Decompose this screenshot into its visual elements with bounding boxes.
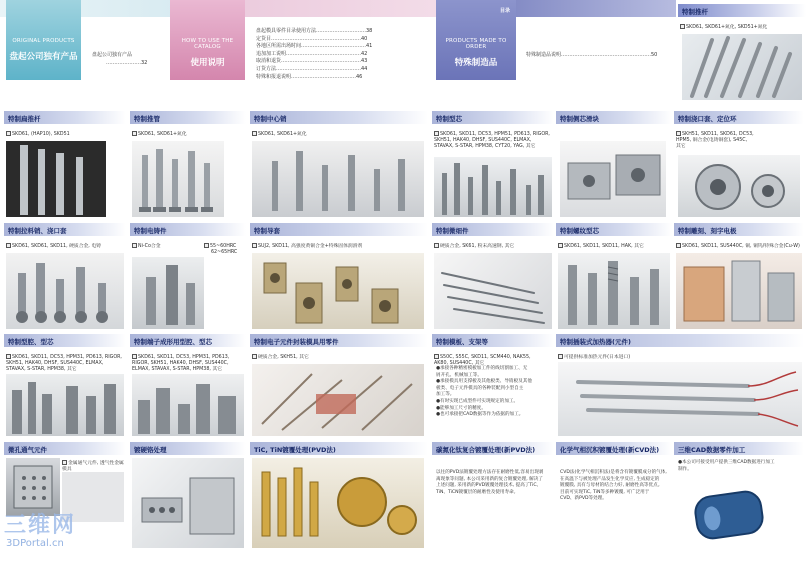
material-icon [62, 460, 67, 465]
caption-line: 硬质合金, SK61, 粉末高速钢, 其它 [440, 244, 515, 249]
sprue-puller-photo [6, 253, 124, 329]
desc-line: 屑开孔、机械加工等。 [436, 372, 482, 378]
cell-title: 特制推管 [130, 111, 246, 124]
cell-caption [558, 243, 644, 250]
desc-line: ●本公司可接受用户提供三维CAD数据进行加工 [678, 460, 775, 465]
hardness-icon [204, 243, 209, 248]
material-icon [434, 243, 439, 248]
desc-line: 板类、电子元件模具的各种装配到小型自主 [436, 385, 524, 391]
toc-line: …………………32 [106, 59, 148, 66]
material-icon [6, 243, 11, 248]
caption-line: SKD61, SKD11, DC53, HPM51, PD613, RIGOR, [440, 132, 550, 137]
caption-line: 可提供标准加热元件(日本进口) [564, 355, 631, 360]
nav-howto-toc [256, 28, 372, 81]
cell-title: 特制电子元件封装模具用零件 [250, 334, 428, 347]
toc-line[interactable]: 特殊制造品说明………………………………………………50 [526, 52, 658, 58]
material-icon [6, 131, 11, 136]
nav-original-en: ORIGINAL PRODUCTS [12, 38, 75, 44]
material-icon [132, 131, 137, 136]
cell-dlc[interactable] [432, 442, 554, 552]
heater-rods-image [558, 362, 802, 436]
ejector-sleeve-photo [132, 141, 224, 217]
cell-title: 特制模板、支架等 [432, 334, 554, 347]
cell-caption [434, 243, 514, 250]
center-pin-photo [252, 141, 424, 217]
dlc-description [436, 470, 554, 496]
cell-title: 特制电铸件 [130, 223, 246, 236]
die-core-photo [6, 374, 124, 436]
cell-title: 特制螺纹型芯 [556, 223, 672, 236]
ic-parts-image [252, 364, 424, 436]
toc-line[interactable]: 盘起公司独有产品 [92, 52, 133, 58]
material-icon [252, 354, 257, 359]
desc-line: 镀覆膜, 具有与母材的结合力好, 耐磨性高等优点。 [560, 483, 663, 489]
cell-sprue-puller[interactable] [4, 223, 126, 331]
desc-line: CVD、新PVD等处理。 [560, 496, 607, 502]
sprue-bushing-photo [678, 155, 800, 217]
cell-title: TiC, TiN镀覆处理(PVD法) [250, 442, 428, 455]
tic-tin-photo [252, 458, 424, 548]
cell-title: 特制推杆 [678, 4, 806, 17]
caption-line: SKD61, SKD61+氮化, SKD51+氮化 [686, 25, 768, 30]
caption-line: SKD61, SKD61+氮化 [138, 132, 187, 137]
guide-bushing-image [252, 253, 424, 329]
material-icon [252, 131, 257, 136]
nav-original-cn: 盘起公司独有产品 [9, 52, 78, 62]
desc-line: 上述问题, 采用新的PVD镀覆处理技术, 提高了TiC、 [436, 483, 542, 489]
desc-line: ●有时实现已成型件可实现规定的加工。 [436, 398, 519, 404]
cell-ejector-pin-top[interactable] [678, 4, 806, 104]
caption-line: 金属通气元件, 透气性金属模具 [62, 461, 124, 472]
ic-package-photo [252, 364, 424, 436]
caption-line: SKD61, SKD11, SUS440C, 铜, 铜钨/特殊合金(Cu-W) [682, 244, 800, 249]
caption-line: AK80, SUS440C, 其它 [434, 361, 485, 366]
material-icon [132, 354, 137, 359]
material-icon [558, 354, 563, 359]
cell-caption [676, 243, 800, 250]
cell-caption [252, 354, 309, 361]
cell-title: 特制侧芯滑块 [556, 111, 672, 124]
cell-hard-chrome[interactable] [130, 442, 246, 552]
material-icon [676, 131, 681, 136]
cell-title: 特制中心销 [250, 111, 428, 124]
caption-line: SKD61, SKD61, SKD11, 硬质合金, 电铸 [12, 244, 101, 249]
material-icon [680, 24, 685, 29]
watermark-logo: 三维网 [4, 513, 77, 538]
micro-pin-photo [434, 253, 552, 329]
cell-caption [6, 354, 122, 373]
cell-ic-package[interactable] [250, 334, 428, 438]
caption-line: Ni-Co合金 [138, 244, 161, 249]
caption-line: SUJ2, SKD11, 高强度黄铜合金+特殊固体润滑剂 [258, 244, 363, 249]
terminal-mold-photo [132, 374, 244, 436]
desc-line: TiN、TiCN镀覆层的耐磨性及使用寿命。 [436, 489, 519, 495]
cad-part-image [688, 482, 774, 546]
nav-order-toc [526, 52, 657, 60]
desc-line: ●能够加工尺寸的精度。 [436, 405, 486, 411]
watermark-url: 3DPortal.cn [6, 538, 64, 549]
cell-caption [680, 24, 767, 31]
cell-ejector-sleeve[interactable] [130, 111, 246, 219]
desc-line: ●也可承接把CAD数据等作为依据的加工。 [436, 412, 524, 418]
side-core-slide-photo [560, 141, 666, 217]
cell-caption [252, 131, 307, 138]
caption-line: HPM5, 铜合金(电铸铜套), S45C, [676, 138, 748, 143]
cell-plate[interactable] [432, 334, 554, 438]
cell-title: 碳氮化钛复合镀覆处理(新PVD法) [432, 442, 554, 455]
hardness-spec [204, 243, 237, 256]
caption-line: SKH51, SKD11, SKD61, DC53, [682, 132, 754, 137]
cell-title: 特制微细件 [432, 223, 554, 236]
cell-electroform[interactable] [130, 223, 246, 331]
nav-howto-card[interactable] [170, 0, 245, 80]
cell-terminal-mold[interactable] [130, 334, 246, 438]
cell-title: 特制雕刻、刻字电极 [674, 223, 804, 236]
material-icon [6, 354, 11, 359]
desc-line: 离现象等问题, 本公司采用新的复合镀覆处理, 解决了 [436, 476, 543, 482]
cell-caption [132, 354, 229, 373]
nav-order-en: PRODUCTS MADE TO ORDER [445, 38, 507, 50]
cad-part-photo [688, 482, 774, 546]
spec-line: 62~65HRC [211, 250, 238, 255]
cell-title: 镀硬铬处理 [130, 442, 246, 455]
cell-title: 特制拉料销、浇口套 [4, 223, 126, 236]
cell-core-pin[interactable] [432, 111, 554, 219]
ejector-pin-photo [682, 34, 802, 100]
caption-line: 其它 [676, 144, 686, 149]
cell-caption [132, 131, 187, 138]
caption-line: SKH51, HAK40, DHSF, SUS440C, ELMAX, [6, 361, 104, 366]
cell-cvd[interactable] [556, 442, 672, 552]
cell-caption [6, 243, 101, 250]
desc-line: ●承接模具用支撑板及其他板类、导销板及其他 [436, 379, 532, 385]
cell-caption [132, 243, 161, 250]
core-pin-photo [434, 157, 552, 217]
caption-line: STAVAX, S-STAR, HPM38, 其它 [6, 367, 77, 372]
thread-core-photo [558, 253, 670, 329]
desc-line: 在高温下与被处理产品发生化学反应, 生成稳定的 [560, 476, 660, 482]
desc-line: 目前可实现TiC, TiN等多种镀覆, 可广泛用于 [560, 489, 650, 495]
plate-description [436, 366, 554, 419]
center-pin-image [252, 141, 424, 217]
caption-line: 硬质合金, SKH51, 其它 [258, 355, 309, 360]
material-icon [434, 131, 439, 136]
cell-title: 特制型芯 [432, 111, 554, 124]
cell-heater[interactable] [556, 334, 804, 438]
toc-line[interactable]: 取消和退货…………………………………………43 [256, 58, 368, 65]
electrode-image [676, 253, 802, 329]
cell-micro-pin[interactable] [432, 223, 554, 331]
cell-die-core[interactable] [4, 334, 126, 438]
material-icon [676, 243, 681, 248]
cell-caption [434, 131, 550, 150]
caption-line: S50C, S55C, SKD11, SCM440, NAK55, [440, 355, 531, 360]
toc-line[interactable]: 订货方法……………………………………………44 [256, 65, 368, 72]
cell-title: 特制端子成形用型腔、型芯 [130, 334, 246, 347]
sprue-rings-image [678, 155, 800, 217]
nav-order-tag: 目录 [500, 8, 511, 14]
hard-chrome-photo [132, 458, 244, 548]
ejector-sleeve-image [132, 141, 224, 217]
micro-pins-image [434, 253, 552, 329]
ejector-pins-image [682, 34, 802, 100]
caption-line: SKD61, (HAP10), SKD51 [12, 132, 70, 137]
cell-title: 三维CAD数据零件加工 [674, 442, 804, 455]
desc-line: 制作。 [678, 466, 692, 472]
nav-order-cn: 特殊制造品 [454, 58, 498, 68]
toc-line[interactable]: 各地区所需出场时间…………………………………41 [256, 43, 373, 50]
core-pin-image [434, 157, 552, 217]
caption-line: RIGOR, SKH51, HAK40, DHSF, SUS440C, [132, 361, 229, 366]
caption-line: SKD61, SKD11, SKD11, HAK, 其它 [564, 244, 644, 249]
cell-caption [6, 131, 70, 138]
caption-line: SKD61, SKD11, DC53, HPM31, PD613, [138, 355, 230, 360]
cell-title: 特制浇口套、定位环 [674, 111, 804, 124]
cell-title: 化学气相沉积镀覆处理(新CVD法) [556, 442, 672, 455]
material-icon [252, 243, 257, 248]
heater-photo [558, 362, 802, 436]
toc-line[interactable]: 定货目………………………………………………40 [256, 35, 368, 42]
thread-core-image [558, 253, 670, 329]
coated-gears-image [252, 458, 424, 548]
slide-blocks-image [560, 141, 666, 217]
cell-tic-tin[interactable] [250, 442, 428, 552]
cell-cad-3d[interactable] [674, 442, 804, 552]
cell-title: 特制导套 [250, 223, 428, 236]
electroform-image [132, 257, 204, 329]
cell-title: 微孔通气元件 [4, 442, 126, 455]
desc-line: CVD法(化学气相沉积法)是将含有镀覆膜成分的气体, [560, 470, 667, 475]
cell-title: 特制扁推杆 [4, 111, 126, 124]
cell-sprue-bushing[interactable] [674, 111, 804, 219]
electroform-photo [132, 257, 204, 329]
cell-caption [558, 354, 630, 361]
die-core-image [6, 374, 124, 436]
cell-engrave-electrode[interactable] [674, 223, 804, 331]
site-watermark [4, 508, 124, 556]
cell-title: 特制插装式加热器(元件) [556, 334, 804, 347]
cell-thread-core[interactable] [556, 223, 672, 331]
material-icon [558, 243, 563, 248]
caption-line: SKD61, SKD61+氮化 [258, 132, 307, 137]
desc-line: 加工等。 [436, 392, 455, 398]
nav-original-card[interactable] [6, 0, 81, 80]
cell-guide-bushing[interactable] [250, 223, 428, 331]
toc-line[interactable]: 追加加工说明………………………………………42 [256, 50, 368, 57]
terminal-mold-image [132, 374, 244, 436]
material-icon [434, 354, 439, 359]
desc-line: ●承接各种精密模板加工件的线切割加工、无 [436, 366, 528, 371]
cvd-description [560, 470, 672, 503]
flat-ejector-image [6, 141, 106, 217]
engrave-electrode-photo [676, 253, 802, 329]
caption-line: SKD61, SKD11, DC53, HPM31, PD613, RIGOR, [12, 355, 122, 360]
caption-line: SKH51, HAK40, DHSF, SUS440C, ELMAX, [434, 138, 532, 143]
nav-howto-cn: 使用说明 [190, 58, 225, 68]
cell-side-core-slide[interactable] [556, 111, 672, 219]
cell-caption [252, 243, 362, 250]
chrome-parts-image [132, 458, 244, 548]
cell-center-pin[interactable] [250, 111, 428, 219]
cad-description [678, 460, 802, 473]
toc-line[interactable]: 盘起模具零件目录使用方法…………………………38 [256, 28, 373, 34]
nav-howto-en: HOW TO USE THE CATALOG [181, 38, 234, 50]
nav-original-toc [92, 52, 147, 67]
cell-caption [676, 131, 754, 150]
guide-bushing-photo [252, 253, 424, 329]
desc-line: 以往的PVD法镀覆处理方法存在耐磨性低,容易出现剥 [436, 470, 544, 475]
cell-flat-ejector[interactable] [4, 111, 126, 219]
material-icon [132, 243, 137, 248]
caption-line: ELMAX, STAVAX, S-STAR, HPM38, 其它 [132, 367, 223, 372]
caption-line: STAVAX, S-STAR, HPM38, CYT20, YAG, 其它 [434, 144, 536, 149]
flat-ejector-photo [6, 141, 106, 217]
sprue-puller-image [6, 253, 124, 329]
spec-line: 55~60HRC [210, 244, 237, 249]
toc-line[interactable]: 特殊和报退说明…………………………………46 [256, 73, 363, 80]
cell-title: 特制型腔、型芯 [4, 334, 126, 347]
